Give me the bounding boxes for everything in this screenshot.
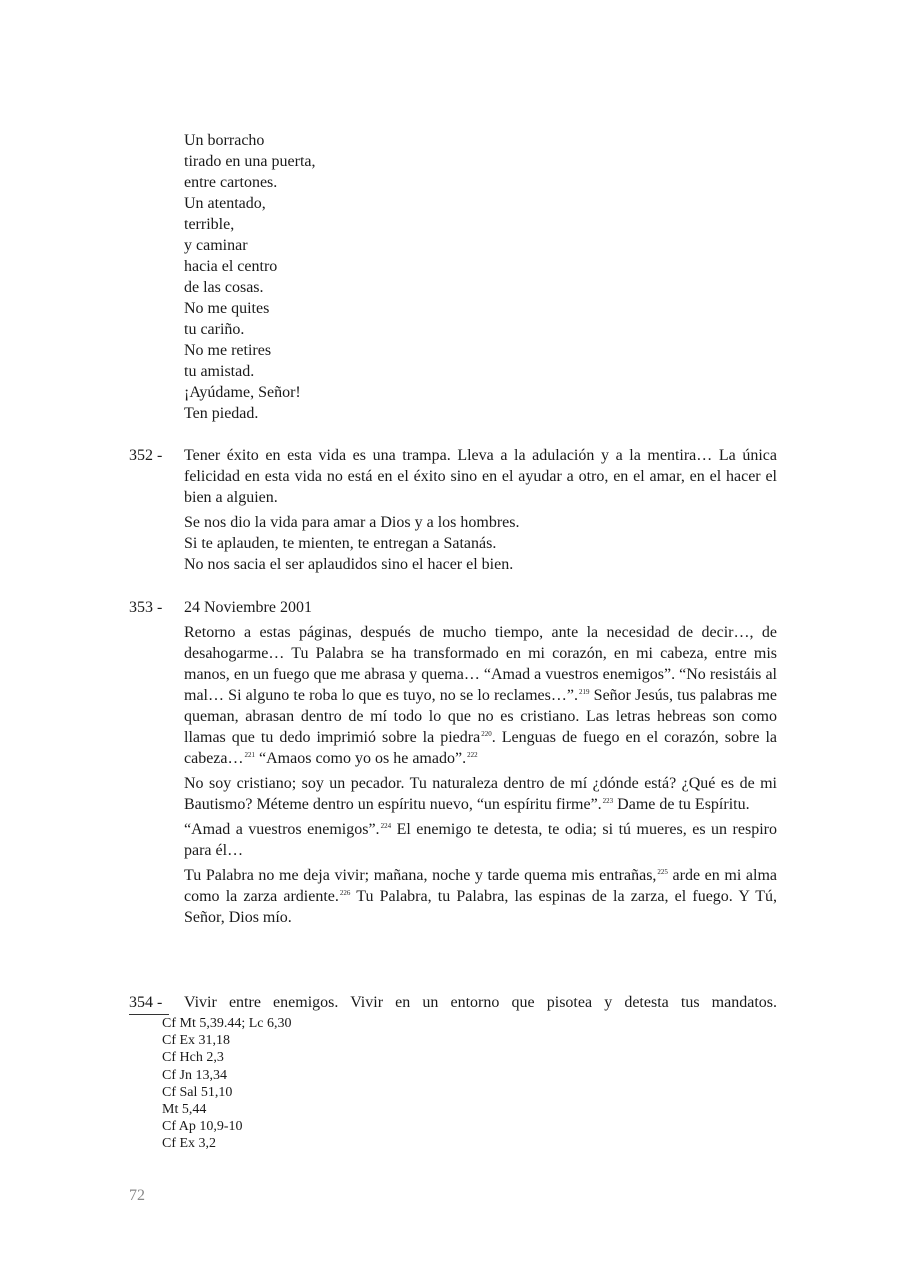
footnote: Cf Ex 31,18 (162, 1033, 231, 1049)
poem-line: entre cartones. (184, 174, 278, 191)
footnote: Cf Ex 3,2 (162, 1136, 217, 1152)
paragraph-text: arde en mi alma como la zarza ardiente. (184, 867, 777, 905)
poem-line: No me retires (184, 342, 272, 359)
paragraph-text: Señor Jesús, tus palabras me queman, abrasan dentro de mí todo lo que no es cristiano. Las letras hebreas son como llamas que tu dedo imprimió sobre la piedra (184, 687, 778, 746)
poem-line: Un borracho (184, 132, 265, 149)
entry-date: 24 Noviembre 2001 (184, 599, 312, 616)
footnote: Cf Ap 10,9-10 (162, 1119, 243, 1135)
paragraph-text: Tu Palabra, tu Palabra, las espinas de la zarza, el fuego. Y Tú, Señor, Dios mío. (184, 888, 778, 926)
poem-line: tu amistad. (184, 363, 255, 380)
entry-body (184, 992, 777, 1013)
entry-number: 353 - (129, 599, 163, 616)
poem-line: terrible, (184, 216, 235, 233)
paragraph (184, 773, 777, 815)
poem-line: y caminar (184, 237, 248, 254)
paragraph-text: . Lenguas de fuego en el corazón, sobre la cabeza… (184, 729, 778, 767)
footnote-ref[interactable]: 221 (244, 751, 256, 759)
footnote: Cf Mt 5,39.44; Lc 6,30 (162, 1016, 292, 1031)
poem-line: Un atentado, (184, 195, 266, 212)
poem-block (184, 130, 316, 424)
page-number: 72 (129, 1187, 145, 1204)
entry-number: 352 - (129, 447, 163, 464)
poem-line: tu cariño. (184, 321, 245, 338)
text-line: No nos sacia el ser aplaudidos sino el hacer el bien. (184, 556, 514, 573)
poem-line: Ten piedad. (184, 405, 259, 422)
entry-354 (129, 992, 777, 1017)
paragraph-text: El enemigo te detesta, te odia; si tú mueres, es un respiro para él… (184, 821, 777, 859)
text-line: Si te aplauden, te mienten, te entregan a Satanás. (184, 535, 497, 552)
paragraph-text: Retorno a estas páginas, después de mucho tiempo, ante la necesidad de decir…, de desahogarme… Tu Palabra se ha transformado en mi corazón, en mi cabeza, entre mis manos, en un fuego que me abrasa y quema… “Amad a vuestros enemigos”. “No resistáis al mal… Si alguno te roba lo que es tuyo, no se lo reclames…”. (184, 624, 777, 704)
paragraph-text: Dame de tu Espíritu. (613, 796, 750, 813)
entry-body (184, 445, 777, 575)
entry-body (184, 597, 777, 928)
entry-352 (129, 445, 777, 579)
footnote-ref[interactable]: 219 (579, 688, 590, 696)
paragraph (184, 819, 777, 861)
paragraph: Tener éxito en esta vida es una trampa. Lleva a la adulación y a la mentira… La única felicidad en esta vida no está en el éxito sino en el ayudar a otro, en el amar, en el hacer el bien a alguien. (184, 447, 777, 506)
text-line: Se nos dio la vida para amar a Dios y a los hombres. (184, 514, 520, 531)
paragraph-text: “Amaos como yo os he amado”. (255, 750, 467, 767)
footnote-ref[interactable]: 226 (339, 889, 351, 897)
footnote-ref[interactable]: 224 (380, 822, 392, 830)
footnote: Mt 5,44 (162, 1102, 207, 1118)
footnote-ref[interactable]: 220 (481, 730, 492, 738)
paragraph (184, 865, 777, 928)
poem-line: hacia el centro (184, 258, 278, 275)
footnote-ref[interactable]: 225 (657, 868, 668, 876)
poem-line: de las cosas. (184, 279, 264, 296)
paragraph-lines (184, 512, 777, 575)
entry-353 (129, 597, 777, 932)
paragraph-text: Tu Palabra no me deja vivir; mañana, noche y tarde quema mis entrañas, (184, 867, 657, 884)
paragraph-text: No soy cristiano; soy un pecador. Tu naturaleza dentro de mí ¿dónde está? ¿Qué es de mi Bautismo? Méteme dentro un espíritu nuevo, “un espíritu firme”. (184, 775, 777, 813)
paragraph (184, 622, 777, 769)
footnote-ref[interactable]: 222 (467, 751, 478, 759)
entry-number: 354 - (129, 994, 163, 1011)
poem-line: ¡Ayúdame, Señor! (184, 384, 301, 401)
footnote-ref[interactable]: 223 (602, 797, 614, 805)
paragraph: Vivir entre enemigos. Vivir en un entorno que pisotea y detesta tus mandatos. (184, 994, 777, 1011)
footnotes (162, 1015, 292, 1153)
footnote: Cf Hch 2,3 (162, 1050, 224, 1066)
footnote: Cf Jn 13,34 (162, 1067, 227, 1083)
poem-line: tirado en una puerta, (184, 153, 316, 170)
footnote: Cf Sal 51,10 (162, 1084, 233, 1100)
paragraph-text: “Amad a vuestros enemigos”. (184, 821, 380, 838)
poem-line: No me quites (184, 300, 270, 317)
